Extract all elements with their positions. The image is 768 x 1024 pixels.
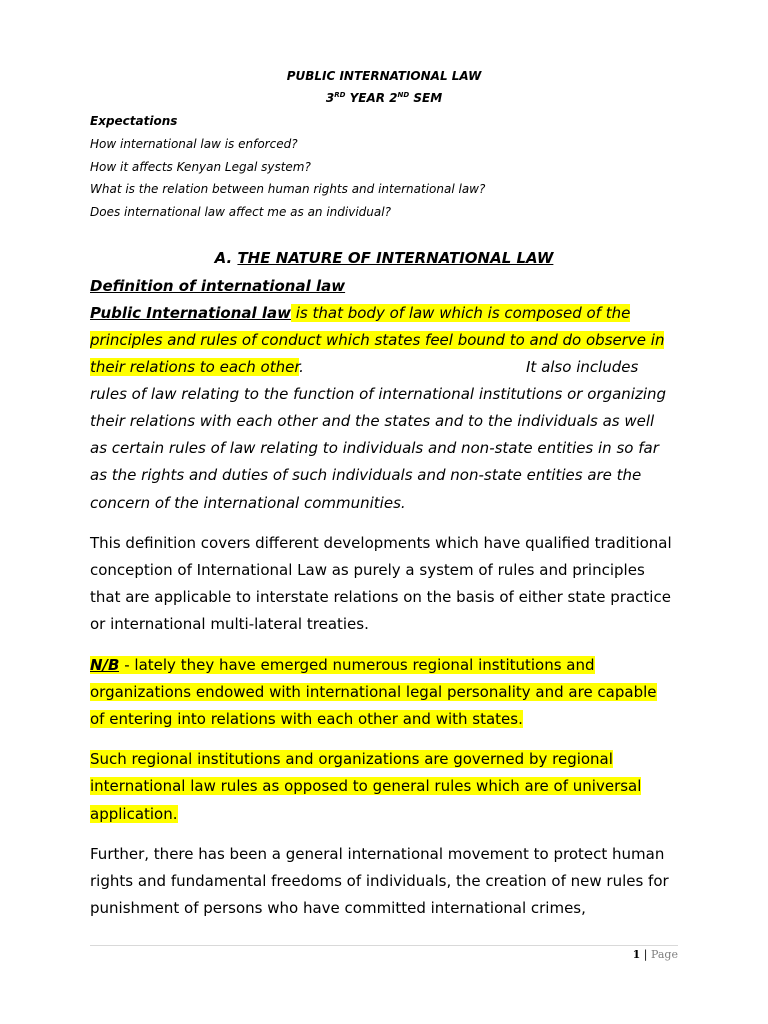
highlighted-text: - lately they have emerged numerous regional institutions and (119, 656, 595, 674)
footer-divider (90, 945, 678, 946)
nb-line (90, 656, 595, 674)
page-number: 1 (632, 948, 641, 961)
highlighted-text: principles and rules of conduct which states feel bound to and do observe in (90, 331, 665, 349)
section-prefix: A. (214, 249, 238, 267)
document-title: PUBLIC INTERNATIONAL LAW (286, 69, 482, 83)
footer-separator: | (640, 948, 651, 961)
paragraph-line: rights and fundamental freedoms of individuals, the creation of new rules for (90, 872, 669, 890)
section-title: THE NATURE OF INTERNATIONAL LAW (237, 249, 554, 267)
highlighted-text: organizations endowed with international legal personality and are capable (90, 683, 657, 701)
nb-line (90, 710, 523, 728)
definition-line: their relations with each other and the states and to the individuals as well (90, 412, 655, 430)
expectations-heading: Expectations (90, 114, 178, 128)
nb-label: N/B (90, 656, 120, 674)
paragraph-line: or international multi-lateral treaties. (90, 615, 369, 633)
definition-line (90, 358, 304, 376)
paragraph-line: punishment of persons who have committed international crimes, (90, 899, 586, 917)
nb-line (90, 683, 657, 701)
paragraph-line: Further, there has been a general international movement to protect human (90, 845, 665, 863)
definition-term: Public International law (90, 304, 291, 322)
expectation-item: How it affects Kenyan Legal system? (90, 160, 311, 174)
definition-line: as the rights and duties of such individuals and non-state entities are the (90, 466, 642, 484)
page-footer (633, 948, 678, 961)
definition-line: It also includes (526, 358, 639, 376)
highlighted-text: their relations to each other (90, 358, 300, 376)
sem-suffix: ND (397, 91, 410, 99)
definition-line (90, 331, 664, 349)
paragraph-line (90, 805, 178, 823)
highlighted-text: is that body of law which is composed of the (290, 304, 631, 322)
definition-line: concern of the international communities. (90, 494, 406, 512)
page-label: Page (650, 948, 678, 961)
definition-line: rules of law relating to the function of international institutions or organizing (90, 385, 667, 403)
year-mid: YEAR 2 (345, 91, 398, 105)
definition-heading: Definition of international law (90, 277, 346, 295)
highlighted-text: application. (90, 805, 178, 823)
expectation-item: How international law is enforced? (90, 137, 298, 151)
highlighted-text: Such regional institutions and organizations are governed by regional (90, 750, 613, 768)
year-suffix: RD (334, 91, 346, 99)
definition-period: . (299, 358, 304, 376)
paragraph-line (90, 750, 613, 768)
document-subtitle (0, 91, 768, 105)
year-number: 3 (325, 91, 335, 105)
definition-line (90, 304, 630, 322)
definition-line: as certain rules of law relating to individuals and non-state entities in so far (90, 439, 659, 457)
expectation-item: What is the relation between human rights and international law? (90, 182, 486, 196)
section-heading (0, 249, 768, 267)
expectation-item: Does international law affect me as an individual? (90, 205, 391, 219)
sem-label: SEM (409, 91, 443, 105)
paragraph-line: conception of International Law as purely a system of rules and principles (90, 561, 645, 579)
highlighted-text: international law rules as opposed to general rules which are of universal (90, 777, 642, 795)
paragraph-line (90, 777, 641, 795)
paragraph-line: This definition covers different developments which have qualified traditional (90, 534, 672, 552)
paragraph-line: that are applicable to interstate relations on the basis of either state practice (90, 588, 671, 606)
highlighted-text: of entering into relations with each other and with states. (90, 710, 523, 728)
